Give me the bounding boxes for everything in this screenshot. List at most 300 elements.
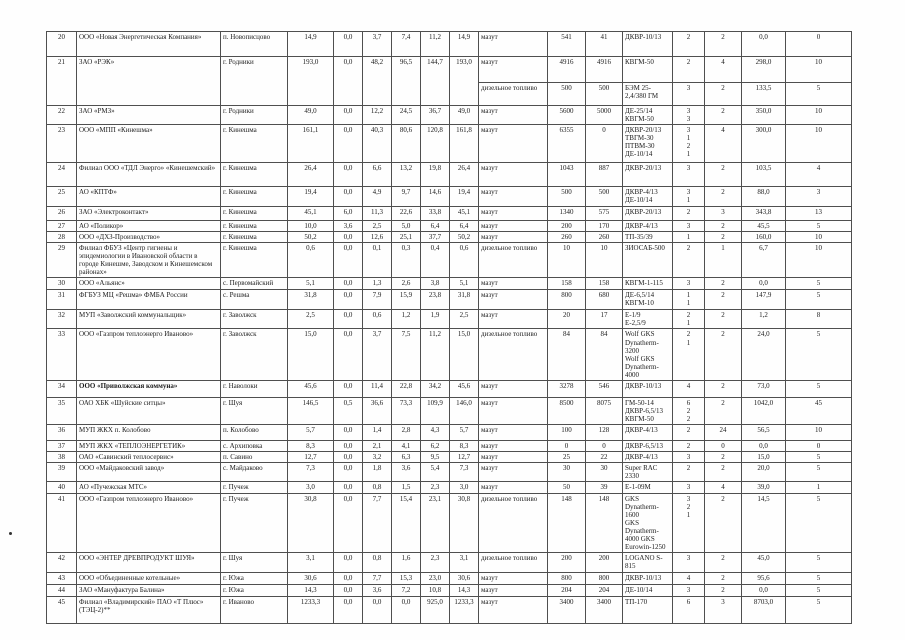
boiler-type-cell bbox=[623, 207, 673, 221]
boiler-count-cell-line: 1 bbox=[686, 299, 691, 308]
value-cell: 45,1 bbox=[288, 207, 334, 221]
location-cell: п. Новописцово bbox=[221, 32, 288, 57]
value-cell: 0,8 bbox=[363, 553, 392, 573]
value-cell: 0,0 bbox=[392, 597, 421, 624]
organization-cell: ООО «Альянс» bbox=[77, 278, 221, 290]
boiler-type-cell-line: ДЕ-25/14 bbox=[625, 107, 653, 115]
value-cell: 0,5 bbox=[334, 397, 363, 424]
boiler-type-cell bbox=[623, 451, 673, 462]
value-cell: 0,0 bbox=[334, 585, 363, 597]
fuel-type-cell: мазут bbox=[479, 573, 548, 585]
value-cell: 33,8 bbox=[421, 207, 450, 221]
value-cell: 6,2 bbox=[421, 440, 450, 451]
boiler-type-cell-line: ЗИОСАБ-500 bbox=[625, 244, 665, 253]
reserve-value-cell: 0,0 bbox=[742, 440, 786, 451]
days-cell: 5 bbox=[786, 278, 852, 290]
fuel-quantity-cell: 158 bbox=[586, 278, 623, 290]
location-cell: г. Кинешма bbox=[221, 187, 288, 207]
value-cell: 3,2 bbox=[363, 451, 392, 462]
location-cell: п. Савино bbox=[221, 451, 288, 462]
boiler-count-cell-line: 3 bbox=[686, 222, 691, 231]
value-cell: 161,1 bbox=[288, 125, 334, 163]
value-cell: 2,8 bbox=[392, 424, 421, 440]
boiler-count-cell-line: 2 bbox=[686, 503, 691, 512]
fuel-type-cell: мазут bbox=[479, 125, 548, 163]
value-cell: 7,3 bbox=[450, 462, 479, 481]
value-cell: 0,6 bbox=[450, 243, 479, 278]
count-cell: 4 bbox=[705, 57, 742, 83]
value-cell: 1,3 bbox=[363, 278, 392, 290]
location-cell: г. Кинешма bbox=[221, 243, 288, 278]
value-cell: 36,7 bbox=[421, 106, 450, 125]
value-cell: 9,5 bbox=[421, 451, 450, 462]
boiler-count-cell-line: 3 bbox=[686, 483, 691, 492]
fuel-quantity-cell: 887 bbox=[586, 163, 623, 187]
value-cell: 144,7 bbox=[421, 57, 450, 106]
fuel-quantity-cell: 6355 bbox=[548, 125, 586, 163]
reserve-value-cell: 103,5 bbox=[742, 163, 786, 187]
boiler-type-cell bbox=[623, 125, 673, 163]
boiler-count-cell bbox=[673, 232, 705, 243]
fuel-type-cell: мазут bbox=[479, 207, 548, 221]
reserve-value-cell: 133,5 bbox=[742, 83, 786, 106]
fuel-quantity-cell: 200 bbox=[548, 553, 586, 573]
value-cell: 2,3 bbox=[421, 482, 450, 494]
boiler-count-cell-line: 1 bbox=[686, 233, 691, 242]
fuel-type-cell: дизельное топливо bbox=[479, 329, 548, 380]
reserve-value-cell: 73,0 bbox=[742, 380, 786, 397]
fuel-type-cell: мазут bbox=[479, 232, 548, 243]
boiler-count-cell-line: 2 bbox=[686, 142, 691, 151]
value-cell: 31,8 bbox=[450, 290, 479, 310]
value-cell: 5,0 bbox=[392, 221, 421, 232]
value-cell: 0,8 bbox=[363, 482, 392, 494]
boiler-count-cell-line: 3 bbox=[686, 107, 691, 115]
boiler-type-cell bbox=[623, 329, 673, 380]
table-row bbox=[47, 380, 852, 397]
fuel-quantity-cell: 128 bbox=[586, 424, 623, 440]
fuel-quantity-cell: 25 bbox=[548, 451, 586, 462]
fuel-quantity-cell: 3278 bbox=[548, 380, 586, 397]
value-cell: 80,6 bbox=[392, 125, 421, 163]
location-cell: с. Архиповка bbox=[221, 440, 288, 451]
boiler-type-cell-line: ДКВР-20/13 bbox=[625, 208, 662, 217]
fuel-quantity-cell: 204 bbox=[548, 585, 586, 597]
value-cell: 3,0 bbox=[450, 482, 479, 494]
boiler-type-cell-line: Eurowin-1250 bbox=[625, 543, 666, 552]
reserve-value-cell: 45,5 bbox=[742, 221, 786, 232]
boiler-type-cell bbox=[623, 482, 673, 494]
fuel-quantity-cell: 148 bbox=[586, 494, 623, 553]
fuel-quantity-cell: 30 bbox=[586, 462, 623, 481]
location-cell: г. Наволоки bbox=[221, 380, 288, 397]
boiler-count-cell-line: 1 bbox=[686, 319, 691, 328]
location-cell: г. Родники bbox=[221, 57, 288, 106]
value-cell: 2,1 bbox=[363, 440, 392, 451]
location-cell: п. Колобово bbox=[221, 424, 288, 440]
organization-cell: ООО «Газпром теплоэнерго Иваново» bbox=[77, 329, 221, 380]
boiler-count-cell bbox=[673, 597, 705, 624]
fuel-type-cell: мазут bbox=[479, 462, 548, 481]
boiler-count-cell bbox=[673, 187, 705, 207]
organization-cell: ООО «Новая Энергетическая Компания» bbox=[77, 32, 221, 57]
location-cell: г. Кинешма bbox=[221, 232, 288, 243]
count-cell: 2 bbox=[705, 462, 742, 481]
fuel-type-cell: мазут bbox=[479, 163, 548, 187]
value-cell: 3,1 bbox=[450, 553, 479, 573]
boiler-count-cell-line: 2 bbox=[686, 330, 691, 339]
table-row bbox=[47, 187, 852, 207]
days-cell: 5 bbox=[786, 494, 852, 553]
reserve-value-cell: 0,0 bbox=[742, 278, 786, 290]
organization-cell: Филиал ФБУЗ «Центр гигиены и эпидемиологии в Ивановской области в городе Кинешме, Заводском и Кинешемском районах» bbox=[77, 243, 221, 278]
boiler-count-cell-line: 2 bbox=[686, 406, 691, 415]
table-row bbox=[47, 397, 852, 424]
fuel-quantity-cell: 200 bbox=[586, 553, 623, 573]
fuel-quantity-cell: 800 bbox=[548, 573, 586, 585]
days-cell: 1 bbox=[786, 482, 852, 494]
value-cell: 5,7 bbox=[288, 424, 334, 440]
boiler-count-cell-line: 2 bbox=[686, 33, 691, 41]
value-cell: 161,8 bbox=[450, 125, 479, 163]
boiler-type-cell-line: ТВГМ-30 bbox=[625, 134, 654, 143]
count-cell: 2 bbox=[705, 221, 742, 232]
reserve-value-cell: 147,9 bbox=[742, 290, 786, 310]
fuel-type-cell: мазут bbox=[479, 310, 548, 329]
value-cell: 7,7 bbox=[363, 573, 392, 585]
fuel-quantity-cell: 0 bbox=[586, 125, 623, 163]
row-number-cell: 23 bbox=[47, 125, 77, 163]
organization-cell: ООО «Майдаковский завод» bbox=[77, 462, 221, 481]
fuel-type-cell: мазут bbox=[479, 106, 548, 125]
days-cell: 5 bbox=[786, 83, 852, 106]
fuel-type-cell: мазут bbox=[479, 187, 548, 207]
fuel-quantity-cell: 5600 bbox=[548, 106, 586, 125]
table-row bbox=[47, 221, 852, 232]
value-cell: 15,4 bbox=[392, 494, 421, 553]
location-cell: с. Майдаково bbox=[221, 462, 288, 481]
days-cell: 10 bbox=[786, 424, 852, 440]
count-cell: 2 bbox=[705, 553, 742, 573]
value-cell: 40,3 bbox=[363, 125, 392, 163]
table-row bbox=[47, 451, 852, 462]
row-number-cell: 26 bbox=[47, 207, 77, 221]
reserve-value-cell: 20,0 bbox=[742, 462, 786, 481]
value-cell: 6,0 bbox=[334, 207, 363, 221]
reserve-value-cell: 343,8 bbox=[742, 207, 786, 221]
fuel-type-cell: мазут bbox=[479, 57, 548, 83]
value-cell: 23,8 bbox=[421, 290, 450, 310]
boiler-type-cell bbox=[623, 83, 673, 106]
table-row bbox=[47, 243, 852, 278]
location-cell: г. Шуя bbox=[221, 397, 288, 424]
value-cell: 14,3 bbox=[288, 585, 334, 597]
count-cell: 2 bbox=[705, 83, 742, 106]
boiler-count-cell bbox=[673, 380, 705, 397]
boiler-type-cell bbox=[623, 494, 673, 553]
reserve-value-cell: 0,0 bbox=[742, 585, 786, 597]
count-cell: 2 bbox=[705, 32, 742, 57]
organization-cell: ЗАО «Мануфактура Балина» bbox=[77, 585, 221, 597]
boiler-type-cell-line: КВГМ-1-115 bbox=[625, 279, 663, 288]
fuel-quantity-cell: 30 bbox=[548, 462, 586, 481]
boiler-type-cell bbox=[623, 424, 673, 440]
value-cell: 0,0 bbox=[334, 163, 363, 187]
boiler-count-cell-line: 4 bbox=[686, 381, 691, 390]
row-number-cell: 22 bbox=[47, 106, 77, 125]
boiler-type-cell-line: ДКВР-20/13 bbox=[625, 164, 662, 173]
reserve-value-cell: 88,0 bbox=[742, 187, 786, 207]
fuel-type-cell: дизельное топливо bbox=[479, 494, 548, 553]
boiler-count-cell bbox=[673, 278, 705, 290]
value-cell: 10,0 bbox=[288, 221, 334, 232]
value-cell: 6,4 bbox=[450, 221, 479, 232]
value-cell: 0,6 bbox=[363, 310, 392, 329]
boiler-count-cell-line: 2 bbox=[686, 414, 691, 423]
count-cell: 2 bbox=[705, 451, 742, 462]
fuel-type-cell: мазут bbox=[479, 585, 548, 597]
row-number-cell: 24 bbox=[47, 163, 77, 187]
value-cell: 0,0 bbox=[334, 278, 363, 290]
organization-cell: ОАО ХБК «Шуйские ситцы» bbox=[77, 397, 221, 424]
boiler-type-cell bbox=[623, 221, 673, 232]
value-cell: 4,3 bbox=[421, 424, 450, 440]
value-cell: 7,7 bbox=[363, 494, 392, 553]
fuel-quantity-cell: 158 bbox=[548, 278, 586, 290]
value-cell: 1,4 bbox=[363, 424, 392, 440]
organization-cell: ООО «Объединенные котельные» bbox=[77, 573, 221, 585]
boiler-count-cell bbox=[673, 290, 705, 310]
boiler-count-cell bbox=[673, 494, 705, 553]
value-cell: 0,0 bbox=[334, 597, 363, 624]
location-cell: г. Шуя bbox=[221, 553, 288, 573]
value-cell: 5,4 bbox=[421, 462, 450, 481]
boiler-type-cell-line: ДКВР-10/13 bbox=[625, 381, 662, 390]
boiler-type-cell-line: ТП-170 bbox=[625, 598, 648, 607]
boiler-type-cell-line: ГМ-50-14 bbox=[625, 398, 654, 407]
value-cell: 193,0 bbox=[450, 57, 479, 106]
value-cell: 34,2 bbox=[421, 380, 450, 397]
table-row bbox=[47, 207, 852, 221]
value-cell: 6,3 bbox=[392, 451, 421, 462]
boiler-type-cell-line: ДЕ-10/14 bbox=[625, 196, 653, 205]
value-cell: 10,8 bbox=[421, 585, 450, 597]
boiler-count-cell-line: 2 bbox=[686, 244, 691, 253]
table-row bbox=[47, 424, 852, 440]
boiler-type-cell-line: КВГМ-50 bbox=[625, 414, 654, 423]
value-cell: 0,0 bbox=[334, 573, 363, 585]
organization-cell: Филиал «Владимирский» ПАО «Т Плюс» (ТЭЦ-2)** bbox=[77, 597, 221, 624]
days-cell: 10 bbox=[786, 57, 852, 83]
fuel-type-cell: мазут bbox=[479, 380, 548, 397]
boiler-count-cell-line: 6 bbox=[686, 598, 691, 607]
fuel-quantity-cell: 4916 bbox=[586, 57, 623, 83]
value-cell: 26,4 bbox=[450, 163, 479, 187]
location-cell: г. Кинешма bbox=[221, 207, 288, 221]
count-cell: 2 bbox=[705, 380, 742, 397]
row-number-cell: 44 bbox=[47, 585, 77, 597]
value-cell: 5,1 bbox=[450, 278, 479, 290]
fuel-type-cell: мазут bbox=[479, 482, 548, 494]
value-cell: 37,7 bbox=[421, 232, 450, 243]
days-cell: 10 bbox=[786, 232, 852, 243]
value-cell: 0,0 bbox=[334, 243, 363, 278]
row-number-cell: 32 bbox=[47, 310, 77, 329]
table-row bbox=[47, 329, 852, 380]
boiler-type-cell-line: ДКВР-20/13 bbox=[625, 126, 662, 135]
row-number-cell: 34 bbox=[47, 380, 77, 397]
boiler-type-cell bbox=[623, 440, 673, 451]
value-cell: 14,9 bbox=[288, 32, 334, 57]
boiler-count-cell bbox=[673, 57, 705, 83]
value-cell: 120,8 bbox=[421, 125, 450, 163]
days-cell: 0 bbox=[786, 440, 852, 451]
value-cell: 22,8 bbox=[392, 380, 421, 397]
value-cell: 7,5 bbox=[392, 329, 421, 380]
fuel-quantity-cell: 22 bbox=[586, 451, 623, 462]
count-cell: 4 bbox=[705, 125, 742, 163]
table-row bbox=[47, 32, 852, 57]
value-cell: 0,0 bbox=[334, 32, 363, 57]
count-cell: 2 bbox=[705, 585, 742, 597]
days-cell: 5 bbox=[786, 553, 852, 573]
count-cell: 3 bbox=[705, 597, 742, 624]
reserve-value-cell: 39,0 bbox=[742, 482, 786, 494]
boiler-count-cell bbox=[673, 573, 705, 585]
row-number-cell: 36 bbox=[47, 424, 77, 440]
value-cell: 3,6 bbox=[363, 585, 392, 597]
location-cell: г. Пучеж bbox=[221, 494, 288, 553]
value-cell: 19,8 bbox=[421, 163, 450, 187]
reserve-value-cell: 15,0 bbox=[742, 451, 786, 462]
count-cell: 2 bbox=[705, 573, 742, 585]
boiler-type-cell-line: КВГМ-50 bbox=[625, 115, 654, 124]
boiler-type-cell-line: ТП-35/39 bbox=[625, 233, 653, 242]
boiler-count-cell-line: 3 bbox=[686, 115, 691, 124]
days-cell: 5 bbox=[786, 585, 852, 597]
value-cell: 109,9 bbox=[421, 397, 450, 424]
fuel-quantity-cell: 500 bbox=[548, 187, 586, 207]
count-cell: 2 bbox=[705, 187, 742, 207]
organization-cell: ООО «ЭНТЕР ДРЕВПРОДУКТ ШУЯ» bbox=[77, 553, 221, 573]
value-cell: 15,0 bbox=[450, 329, 479, 380]
fuel-quantity-cell: 541 bbox=[548, 32, 586, 57]
days-cell: 5 bbox=[786, 451, 852, 462]
organization-cell: МУП «Заволжский коммунальщик» bbox=[77, 310, 221, 329]
value-cell: 12,7 bbox=[450, 451, 479, 462]
days-cell: 10 bbox=[786, 106, 852, 125]
value-cell: 0,6 bbox=[288, 243, 334, 278]
row-number-cell: 28 bbox=[47, 232, 77, 243]
boiler-count-cell-line: 1 bbox=[686, 196, 691, 205]
fuel-quantity-cell: 260 bbox=[548, 232, 586, 243]
boiler-type-cell bbox=[623, 462, 673, 481]
boiler-type-cell-line: GKS Dynatherm-1600 bbox=[625, 495, 659, 520]
value-cell: 7,9 bbox=[363, 290, 392, 310]
fuel-type-cell: мазут bbox=[479, 597, 548, 624]
boiler-count-cell-line: 6 bbox=[686, 398, 691, 407]
value-cell: 0,0 bbox=[334, 106, 363, 125]
count-cell: 0 bbox=[705, 440, 742, 451]
boiler-type-cell-line: ДЕ-10/14 bbox=[625, 150, 653, 159]
value-cell: 0,0 bbox=[334, 232, 363, 243]
count-cell: 24 bbox=[705, 424, 742, 440]
fuel-quantity-cell: 84 bbox=[548, 329, 586, 380]
boiler-type-cell-line: КВГМ-10 bbox=[625, 299, 654, 308]
row-number-cell: 31 bbox=[47, 290, 77, 310]
value-cell: 8,3 bbox=[288, 440, 334, 451]
days-cell: 13 bbox=[786, 207, 852, 221]
value-cell: 25,1 bbox=[392, 232, 421, 243]
row-number-cell: 43 bbox=[47, 573, 77, 585]
fuel-quantity-cell: 10 bbox=[586, 243, 623, 278]
boiler-count-cell bbox=[673, 329, 705, 380]
boiler-count-cell-line: 3 bbox=[686, 495, 691, 504]
fuel-quantity-cell: 84 bbox=[586, 329, 623, 380]
boiler-type-cell bbox=[623, 310, 673, 329]
organization-cell: ООО «МПП «Кинешма» bbox=[77, 125, 221, 163]
table-row bbox=[47, 462, 852, 481]
value-cell: 925,0 bbox=[421, 597, 450, 624]
reserve-value-cell: 160,0 bbox=[742, 232, 786, 243]
table-row bbox=[47, 585, 852, 597]
boiler-type-cell bbox=[623, 290, 673, 310]
boiler-count-cell bbox=[673, 207, 705, 221]
count-cell: 2 bbox=[705, 310, 742, 329]
boiler-type-cell-line: Е-2,5/9 bbox=[625, 319, 646, 328]
boiler-count-cell-line: 1 bbox=[686, 150, 691, 159]
row-number-cell: 33 bbox=[47, 329, 77, 380]
fuel-type-cell: дизельное топливо bbox=[479, 243, 548, 278]
value-cell: 14,9 bbox=[450, 32, 479, 57]
boiler-type-cell bbox=[623, 585, 673, 597]
boiler-count-cell-line: 1 bbox=[686, 511, 691, 520]
reserve-value-cell: 1042,0 bbox=[742, 397, 786, 424]
organization-cell: ЗАО «Электроконтакт» bbox=[77, 207, 221, 221]
location-cell: г. Кинешма bbox=[221, 125, 288, 163]
value-cell: 2,5 bbox=[288, 310, 334, 329]
row-number-cell: 35 bbox=[47, 397, 77, 424]
reserve-value-cell: 24,0 bbox=[742, 329, 786, 380]
boiler-count-cell bbox=[673, 440, 705, 451]
value-cell: 9,7 bbox=[392, 187, 421, 207]
row-number-cell: 37 bbox=[47, 440, 77, 451]
boiler-type-cell bbox=[623, 380, 673, 397]
boiler-type-cell-line: GKS Dynatherm-4000 GKS bbox=[625, 519, 659, 544]
value-cell: 0,0 bbox=[334, 494, 363, 553]
table-row bbox=[47, 573, 852, 585]
row-number-cell: 42 bbox=[47, 553, 77, 573]
days-cell: 3 bbox=[786, 187, 852, 207]
days-cell: 5 bbox=[786, 597, 852, 624]
fuel-type-cell: мазут bbox=[479, 424, 548, 440]
value-cell: 1,2 bbox=[392, 310, 421, 329]
count-cell: 2 bbox=[705, 290, 742, 310]
fuel-quantity-cell: 1043 bbox=[548, 163, 586, 187]
fuel-quantity-cell: 5000 bbox=[586, 106, 623, 125]
location-cell: с. Решма bbox=[221, 290, 288, 310]
boiler-type-cell-line: ДКВР-4/13 bbox=[625, 452, 658, 461]
value-cell: 8,3 bbox=[450, 440, 479, 451]
value-cell: 3,0 bbox=[288, 482, 334, 494]
value-cell: 7,2 bbox=[392, 585, 421, 597]
organization-cell: ЗАО «РМЗ» bbox=[77, 106, 221, 125]
boiler-type-cell-line: БЭМ 25-2,4/380 ГМ bbox=[625, 84, 659, 101]
fuel-type-cell: мазут bbox=[479, 221, 548, 232]
reserve-value-cell: 6,7 bbox=[742, 243, 786, 278]
value-cell: 0,0 bbox=[334, 482, 363, 494]
organization-cell: МУП ЖКХ п. Колобово bbox=[77, 424, 221, 440]
